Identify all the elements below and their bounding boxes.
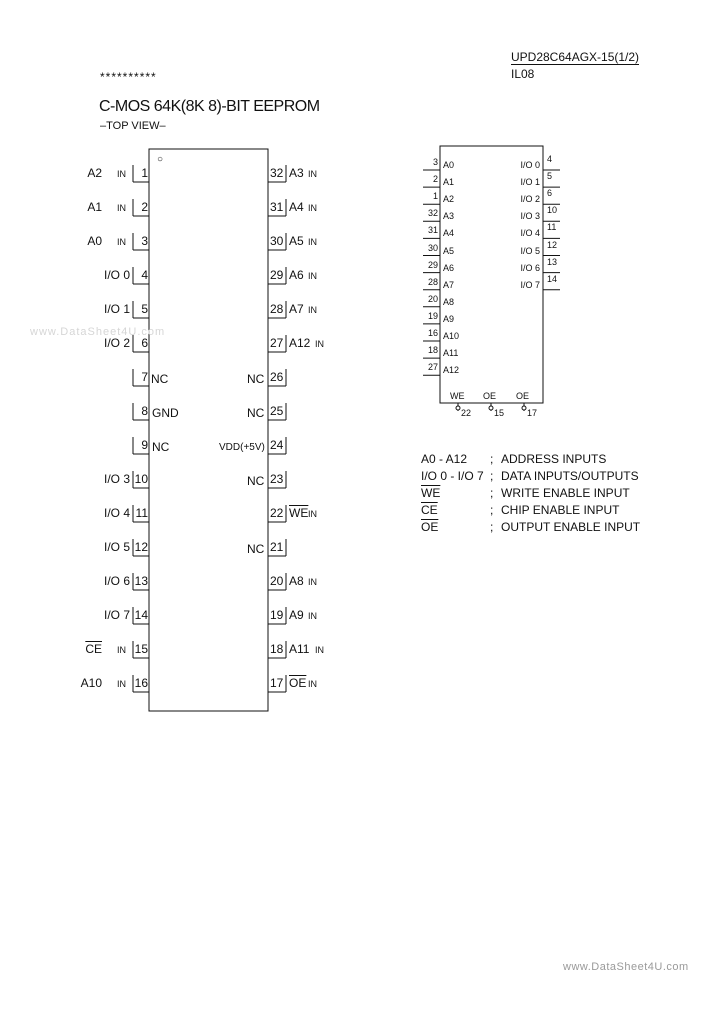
pin-number: 29 bbox=[270, 268, 284, 282]
pin-direction: IN bbox=[117, 679, 126, 689]
logic-pin-label: I/O 6 bbox=[520, 262, 540, 273]
pin-label: A12 bbox=[289, 336, 311, 350]
pin-direction: IN bbox=[308, 577, 317, 587]
logic-pin-label: I/O 2 bbox=[520, 194, 540, 205]
logic-pin-number: 19 bbox=[427, 310, 438, 321]
pin-label: $\overline{OE}$ bbox=[289, 676, 307, 690]
logic-pin-label: A11 bbox=[443, 348, 459, 359]
logic-pin-label: A5 bbox=[443, 245, 455, 256]
pin-direction: IN bbox=[117, 237, 126, 247]
pin-number: 26 bbox=[270, 370, 284, 384]
pin-direction: IN bbox=[308, 305, 317, 315]
logic-pin-number: 16 bbox=[427, 328, 438, 338]
logic-control-label: OE bbox=[483, 391, 497, 401]
pin-number: 25 bbox=[270, 404, 284, 418]
legend-separator: ; bbox=[490, 452, 494, 466]
logic-pin-number: 20 bbox=[427, 293, 438, 304]
logic-pin-label: I/O 3 bbox=[520, 211, 540, 222]
logic-control-pin: 17 bbox=[527, 408, 538, 418]
pin-label: I/O 0 bbox=[103, 268, 130, 282]
pin-label: I/O 2 bbox=[103, 336, 130, 350]
pin-number: 18 bbox=[270, 642, 284, 656]
pin-number: 11 bbox=[135, 506, 148, 520]
pin-number: 10 bbox=[134, 472, 148, 486]
pin-direction: IN bbox=[117, 169, 126, 179]
pin1-marker: ○ bbox=[157, 154, 164, 165]
logic-pin-label: A10 bbox=[443, 331, 460, 341]
pin-label: A9 bbox=[289, 608, 304, 622]
logic-pin-number: 10 bbox=[547, 205, 558, 216]
pin-direction: IN bbox=[315, 339, 324, 349]
inner-label-21: NC bbox=[247, 542, 265, 556]
pin-number: 1 bbox=[141, 166, 148, 180]
stars: ********** bbox=[100, 70, 157, 84]
logic-pin-label: I/O 5 bbox=[520, 245, 540, 256]
pin-label: A5 bbox=[289, 234, 304, 248]
pin-number: 15 bbox=[134, 642, 148, 656]
logic-pin-number: 2 bbox=[432, 174, 438, 185]
pin-direction: IN bbox=[315, 645, 324, 655]
pin-direction: IN bbox=[308, 169, 317, 179]
logic-pin-number: 12 bbox=[547, 239, 558, 250]
legend-separator: ; bbox=[490, 503, 494, 517]
legend-signal: I/O 0 - I/O 7 bbox=[421, 469, 484, 483]
logic-pin-label: A6 bbox=[443, 262, 455, 273]
footer-watermark: www.DataSheet4U.com bbox=[563, 961, 689, 973]
pin-label: A3 bbox=[289, 166, 304, 180]
logic-pin-label: A9 bbox=[443, 313, 455, 324]
logic-pin-label: I/O 4 bbox=[520, 228, 540, 239]
pin-number: 32 bbox=[270, 166, 284, 180]
logic-pin-number: 32 bbox=[427, 208, 438, 219]
page-title: C-MOS 64K(8K 8)-BIT EEPROM bbox=[99, 98, 320, 115]
pin-number: 5 bbox=[141, 302, 148, 316]
pin-label: A0 bbox=[87, 234, 102, 248]
inner-label-8: GND bbox=[152, 406, 179, 420]
pin-label: $\overline{CE}$ bbox=[85, 642, 102, 656]
legend-description: DATA INPUTS/OUTPUTS bbox=[501, 469, 639, 483]
pin-label: A11 bbox=[289, 642, 310, 656]
pin-label: A1 bbox=[87, 200, 102, 214]
pin-number: 13 bbox=[134, 574, 148, 588]
logic-pin-label: A12 bbox=[443, 365, 460, 376]
logic-pin-label: A3 bbox=[443, 211, 455, 222]
legend-description: OUTPUT ENABLE INPUT bbox=[501, 520, 641, 534]
legend-signal: $\overline{WE}$ bbox=[421, 486, 441, 500]
legend-separator: ; bbox=[490, 469, 494, 483]
pin-direction: IN bbox=[308, 203, 317, 213]
logic-pin-number: 27 bbox=[427, 362, 438, 373]
logic-pin-number: 31 bbox=[427, 225, 438, 236]
pin-label: I/O 3 bbox=[103, 472, 130, 486]
pin-number: 16 bbox=[134, 676, 148, 690]
logic-pin-label: I/O 0 bbox=[520, 160, 540, 170]
logic-pin-label: A8 bbox=[443, 296, 455, 307]
logic-pin-label: A7 bbox=[443, 279, 455, 290]
logic-pin-number: 28 bbox=[427, 276, 438, 287]
pin-label: A8 bbox=[289, 574, 304, 588]
logic-pin-label: A2 bbox=[443, 194, 455, 205]
legend-signal: $\overline{OE}$ bbox=[421, 520, 439, 534]
inner-label-26: NC bbox=[247, 372, 265, 386]
logic-pin-number: 11 bbox=[547, 222, 557, 233]
pin-number: 6 bbox=[141, 336, 148, 350]
logic-bubble bbox=[522, 406, 526, 410]
legend-separator: ; bbox=[490, 486, 494, 500]
pin-number: 27 bbox=[270, 336, 284, 350]
pin-number: 14 bbox=[134, 608, 148, 622]
logic-pin-number: 3 bbox=[432, 157, 438, 167]
logic-control-pin: 22 bbox=[461, 408, 472, 418]
logic-pin-number: 18 bbox=[427, 345, 438, 356]
pin-label: I/O 5 bbox=[103, 540, 130, 554]
pin-direction: IN bbox=[308, 237, 317, 247]
logic-pin-label: I/O 7 bbox=[520, 279, 540, 290]
logic-pin-number: 13 bbox=[547, 256, 558, 267]
pin-number: 24 bbox=[270, 438, 284, 452]
pin-number: 8 bbox=[141, 404, 148, 418]
pin-number: 23 bbox=[270, 472, 284, 486]
logic-pin-number: 1 bbox=[432, 191, 438, 202]
legend-signal: $\overline{CE}$ bbox=[421, 503, 438, 517]
logic-pin-number: 4 bbox=[547, 154, 553, 164]
logic-pin-number: 30 bbox=[427, 242, 438, 253]
logic-pin-label: A0 bbox=[443, 160, 455, 170]
inner-label-7: NC bbox=[151, 372, 169, 386]
legend-signal: A0 - A12 bbox=[421, 452, 468, 466]
pin-label: A2 bbox=[87, 166, 102, 180]
pin-label: I/O 6 bbox=[103, 574, 130, 588]
legend-description: CHIP ENABLE INPUT bbox=[501, 503, 620, 517]
logic-pin-number: 14 bbox=[547, 273, 558, 284]
inner-label-23: NC bbox=[247, 474, 265, 488]
pin-label: I/O 1 bbox=[103, 302, 130, 316]
logic-pin-number: 29 bbox=[427, 259, 438, 270]
doc-code: IL08 bbox=[511, 67, 535, 81]
logic-control-label: WE bbox=[450, 391, 465, 401]
pin-number: 3 bbox=[141, 234, 148, 248]
watermark-left: www.DataSheet4U.com bbox=[30, 326, 166, 338]
logic-control-pin: 15 bbox=[494, 408, 505, 418]
pin-label: A7 bbox=[289, 302, 304, 316]
logic-pin-number: 5 bbox=[547, 171, 553, 182]
pin-direction: IN bbox=[308, 509, 317, 519]
pin-label: I/O 4 bbox=[103, 506, 130, 520]
pin-number: 12 bbox=[134, 540, 148, 554]
pin-number: 31 bbox=[270, 200, 284, 214]
pin-label: $\overline{WE}$ bbox=[289, 506, 309, 520]
logic-bubble bbox=[489, 406, 493, 410]
legend-separator: ; bbox=[490, 520, 494, 534]
inner-label-9: NC bbox=[152, 440, 170, 454]
legend-description: ADDRESS INPUTS bbox=[501, 452, 607, 466]
part-number: UPD28C64AGX-15(1/2) bbox=[511, 50, 640, 64]
pin-number: 28 bbox=[270, 302, 284, 316]
pin-direction: IN bbox=[308, 271, 317, 281]
pin-number: 30 bbox=[270, 234, 284, 248]
pin-number: 17 bbox=[270, 676, 284, 690]
pin-label: I/O 7 bbox=[103, 608, 130, 622]
pin-direction: IN bbox=[117, 203, 126, 213]
pin-number: 4 bbox=[141, 268, 148, 282]
pin-number: 21 bbox=[270, 540, 284, 554]
pin-direction: IN bbox=[308, 611, 317, 621]
logic-control-label: OE bbox=[516, 391, 530, 401]
pin-direction: IN bbox=[308, 679, 317, 689]
pin-label: A6 bbox=[289, 268, 304, 282]
dip-body bbox=[149, 149, 268, 711]
pin-number: 7 bbox=[141, 370, 148, 384]
subtitle: –TOP VIEW– bbox=[100, 120, 166, 132]
pin-number: 19 bbox=[270, 608, 284, 622]
logic-pin-label: A4 bbox=[443, 228, 455, 239]
logic-pin-number: 6 bbox=[547, 188, 553, 199]
logic-pin-label: A1 bbox=[443, 177, 455, 188]
inner-label-25: NC bbox=[247, 406, 265, 420]
pin-direction: IN bbox=[117, 645, 126, 655]
pin-number: 2 bbox=[141, 200, 148, 214]
legend-description: WRITE ENABLE INPUT bbox=[501, 486, 630, 500]
inner-label-24: VDD(+5V) bbox=[219, 442, 265, 453]
pin-label: A4 bbox=[289, 200, 304, 214]
pin-number: 20 bbox=[270, 574, 284, 588]
logic-bubble bbox=[456, 406, 460, 410]
pin-number: 22 bbox=[270, 506, 284, 520]
logic-pin-label: I/O 1 bbox=[520, 177, 540, 188]
pin-label: A10 bbox=[80, 676, 102, 690]
pin-number: 9 bbox=[141, 438, 148, 452]
